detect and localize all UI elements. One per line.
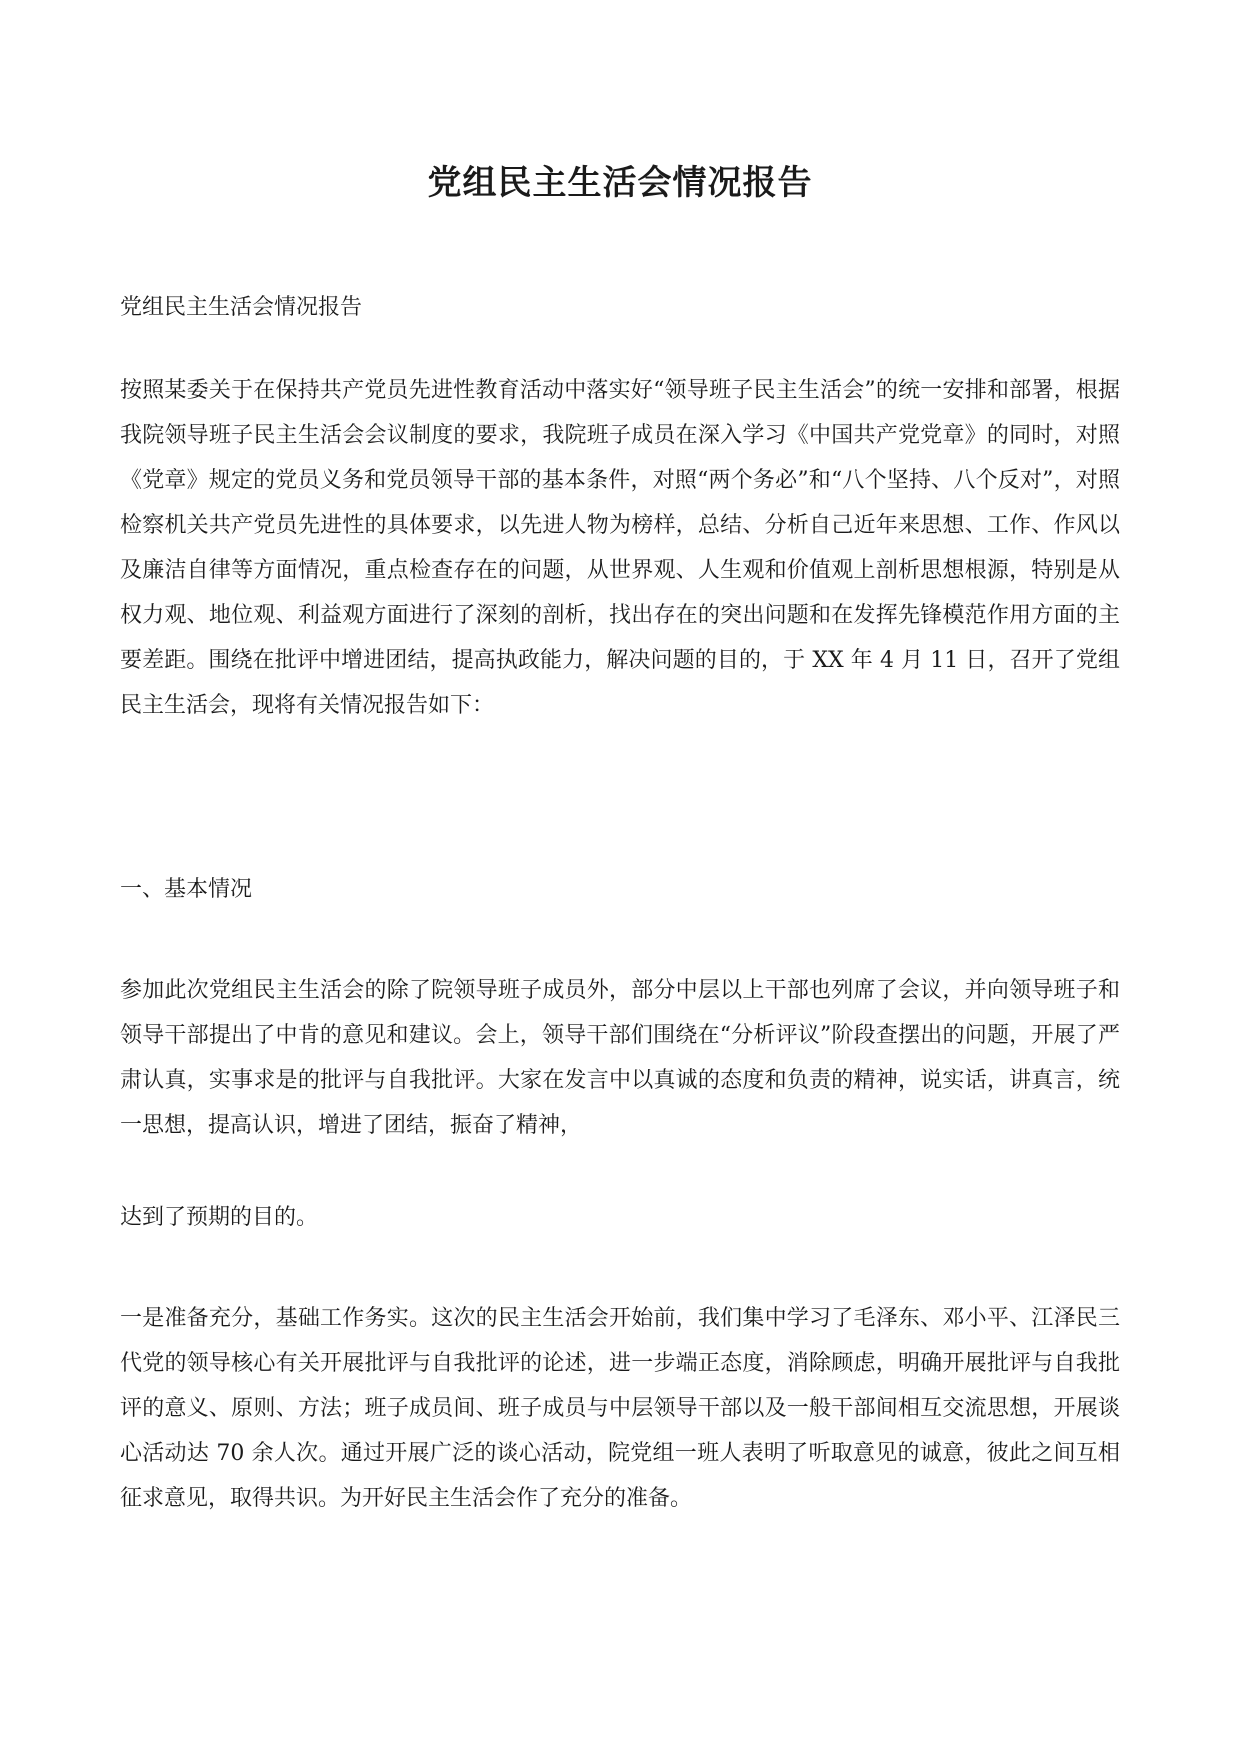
intro-paragraph: 按照某委关于在保持共产党员先进性教育活动中落实好“领导班子民主生活会”的统一安排和部署，根据我院领导班子民主生活会会议制度的要求，我院班子成员在深入学习《中国共产党党章》的同时，对照《党章》规定的党员义务和党员领导干部的基本条件，对照“两个务必”和“八个坚持、八个反对”，对照检察机关共产党员先进性的具体要求，以先进人物为榜样，总结、分析自己近年来思想、工作、作风以及廉洁自律等方面情况，重点检查存在的问题，从世界观、人生观和价值观上剖析思想根源，特别是从权力观、地位观、利益观方面进行了深刻的剖析，找出存在的突出问题和在发挥先锋模范作用方面的主要差距。围绕在批评中增进团结，提高执政能力，解决问题的目的，于 XX 年 4 月 11 日，召开了党组民主生活会，现将有关情况报告如下： <box>120 378 1120 718</box>
document-subtitle: 党组民主生活会情况报告 <box>120 295 363 320</box>
document-title: 党组民主生活会情况报告 <box>427 163 813 203</box>
section-heading-basic: 一、基本情况 <box>120 877 253 902</box>
basic-situation-tail: 达到了预期的目的。 <box>120 1205 319 1230</box>
first-point-paragraph: 一是准备充分，基础工作务实。这次的民主生活会开始前，我们集中学习了毛泽东、邓小平、江泽民三代党的领导核心有关开展批评与自我批评的论述，进一步端正态度，消除顾虑，明确开展批评与自我批评的意义、原则、方法；班子成员间、班子成员与中层领导干部以及一般干部间相互交流思想，开展谈心活动达 70 余人次。通过开展广泛的谈心活动，院党组一班人表明了听取意见的诚意，彼此之间互相征求意见，取得共识。为开好民主生活会作了充分的准备。 <box>120 1306 1120 1511</box>
basic-situation-paragraph: 参加此次党组民主生活会的除了院领导班子成员外，部分中层以上干部也列席了会议，并向领导班子和领导干部提出了中肯的意见和建议。会上，领导干部们围绕在“分析评议”阶段查摆出的问题，开展了严肃认真，实事求是的批评与自我批评。大家在发言中以真诚的态度和负责的精神，说实话，讲真言，统一思想，提高认识，增进了团结，振奋了精神， <box>120 978 1120 1138</box>
